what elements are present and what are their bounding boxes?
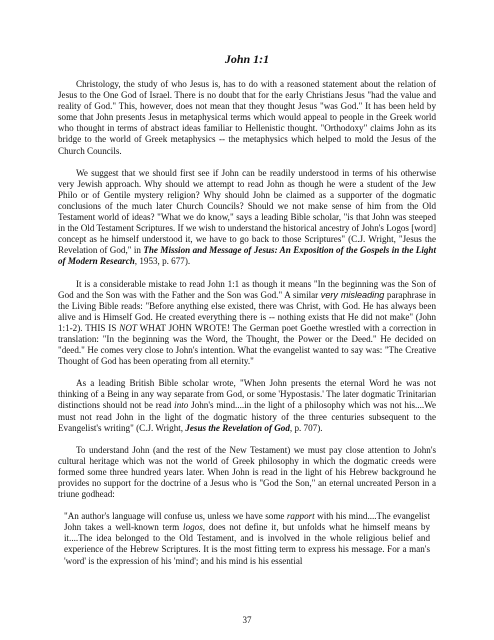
text-run: WHAT JOHN WROTE! The German poet Goethe wrestled with a correction in translation: "In the beginning was the Word, the Thought, the Power or the Deed." He decided on "deed." He comes very close to John's intention. What the evangelist wanted to say was: "The Creative Thought of God has been operating from all eternity." (58, 322, 436, 367)
paragraph-jewish-approach (58, 168, 436, 268)
text-run: with his mind....The evangelist John takes a well-known term (64, 511, 430, 533)
text-run: paraphrase in the Living Bible reads: "Before anything else existed, there was Christ, with God. He has always been alive and is Himself God. He created everything there is -- nothing exists that He did not make" (John 1:1-2). THIS IS (58, 289, 436, 333)
page-number: 37 (242, 615, 252, 625)
paragraph-christology: Christology, the study of who Jesus is, has to do with a reasoned statement about the relation of Jesus to the One God of Israel. There is no doubt that for the early Christians Jesus "had the value and reality of God." This, however, does not mean that they thought Jesus "was God." It has been held by some that John presents Jesus in metaphysical terms which would appeal to people in the Greek world who thought in terms of abstract ideas familiar to Hellenistic thought. "Orthodoxy" claims John as its bridge to the world of Greek metaphysics -- the metaphysics which helped to mold the Jesus of the Church Councils. (58, 79, 436, 156)
text-run: , 1953, p. 677). (134, 256, 191, 267)
emphasis-rapport: rapport (286, 511, 315, 522)
page-title: John 1:1 (224, 52, 270, 66)
text-run: , p. 707). (289, 422, 323, 433)
text-run: "An author's language will confuse us, unless we have some (64, 511, 287, 522)
text-run: It is a considerable mistake to read John 1:1 as though it means "In the beginning was the Son of God and the Son was with the Father and the Son was God." A similar (58, 278, 436, 300)
emphasis-misleading: very misleading (320, 289, 385, 300)
emphasis-into: into (174, 400, 189, 411)
text-run: John's mind....in the light of a philosophy which was not his....We must not read John in the light of the dogmatic history of the three centuries subsequent to the Evangelist's writing" (C.J. Wright, (58, 400, 437, 433)
paragraph-john-1-1 (58, 279, 436, 368)
text-run: , does not define it, but unfolds what he himself means by it....The idea belonged to the Old Testament, and is involved in the whole religious belief and experience of the Hebrew Scriptures. It is the most fitting term to express his message. For a man's 'word' is the expression of his 'mind'; and his mind is his essential (64, 522, 431, 566)
block-quote (64, 511, 430, 566)
book-title-emphasis: The Mission and Message of Jesus: An Exposition of the Gospels in the Light of Modern Research (58, 245, 436, 267)
paragraph-cultural-heritage: To understand John (and the rest of the New Testament) we must pay close attention to John's cultural heritage which was not the world of Greek philosophy in which the dogmatic creeds were formed some three hundred years later. When John is read in the light of his Hebrew background he provides no support for the doctrine of a Jesus who is "God the Son," an eternal uncreated Person in a triune godhead: (58, 444, 436, 500)
text-run: As a leading British Bible scholar wrote, "When John presents the eternal Word he was not thinking of a Being in any way separate from God, or some 'Hypostasis.' The later dogmatic Trinitarian distinctions should not be read (58, 378, 436, 411)
emphasis-not: NOT (119, 322, 137, 333)
book-title-emphasis: Jesus the Revelation of God (185, 422, 290, 433)
paragraph-british-scholar (58, 378, 436, 433)
emphasis-logos: logos (183, 522, 203, 533)
text-run: We suggest that we should first see if John can be readily understood in terms of his otherwise very Jewish approach. Why should we attempt to read John as though he were a student of the Jew Philo or of Gentile mystery religion? Why should John be claimed as a supporter of the dogmatic conclusions of the much later Church Councils? Should we not make sense of him from the Old Testament world of ideas? "What we do know," says a leading Bible scholar, "is that John was steeped in the Old Testament Scriptures. If we wish to understand the historical ancestry of John's Logos [word] concept as he himself understood it, we have to go back to those Scriptures" (C.J. Wright, "Jesus the Revelation of God," in (58, 167, 436, 256)
